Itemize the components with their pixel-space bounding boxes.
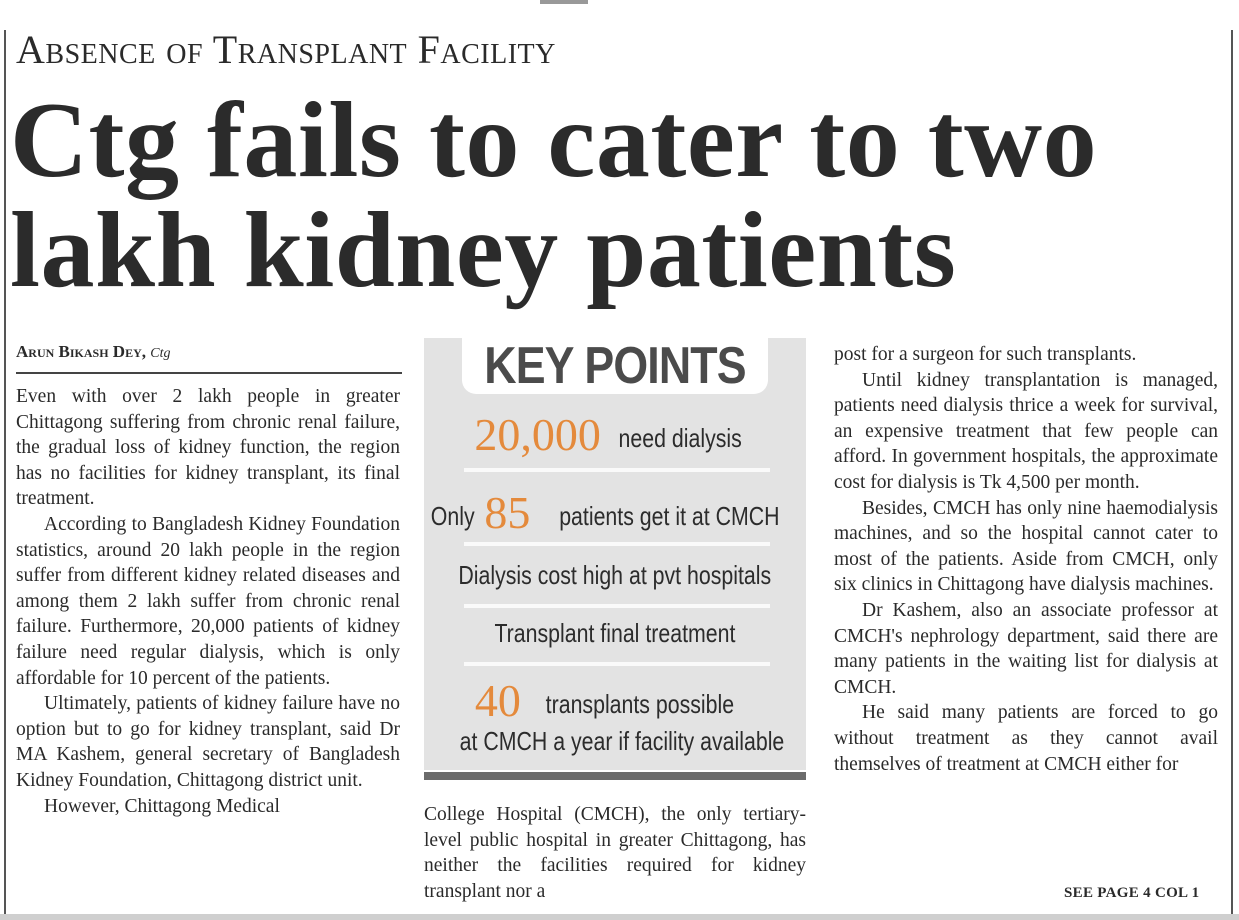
key-point-number: 40 (474, 675, 521, 726)
article-column-2 (424, 802, 806, 904)
paragraph: Until kidney transplantation is managed, patients need dialysis thrice a week for survival, an expensive treatment that few people can afford. In government hospitals, the approximate cost for dialysis is Tk 4,500 per month. (834, 369, 1218, 493)
key-point-1 (424, 408, 806, 461)
key-point-text: transplants possible (545, 689, 735, 719)
key-point-text: Dialysis cost high at pvt hospitals (458, 560, 772, 590)
page-top-mark (540, 0, 588, 4)
article-column-1 (16, 384, 400, 819)
paragraph: Dr Kashem, also an associate professor at CMCH's nephrology department, said there are many patients in the waiting list for dialysis at CMCH. (834, 599, 1218, 698)
left-column-rule (4, 30, 6, 920)
key-point-number: 85 (484, 487, 531, 538)
paragraph: post for a surgeon for such transplants. (834, 344, 1137, 365)
key-point-divider (464, 468, 770, 472)
paragraph: Ultimately, patients of kidney failure have no option but to go for kidney transplant, said Dr MA Kashem, general secretary of Bangladesh Kidney Foundation, Chittagong district unit. (16, 693, 400, 791)
paragraph: College Hospital (CMCH), the only tertiary-level public hospital in greater Chittagong, has neither the facilities required for kidney transplant nor a (424, 804, 806, 902)
paragraph: Besides, CMCH has only nine haemodialysis machines, and so the hospital cannot cater to most of the patients. Aside from CMCH, only six clinics in Chittagong have dialysis machines. (834, 497, 1218, 596)
article-column-3 (834, 342, 1218, 777)
byline-author: Arun Bikash Dey, (16, 342, 146, 361)
key-points-bottom-bar (424, 772, 806, 780)
key-point-text: Transplant final treatment (494, 618, 736, 648)
key-point-divider (464, 542, 770, 546)
key-point-2 (424, 486, 806, 539)
paragraph: According to Bangladesh Kidney Foundation statistics, around 20 lakh people in the region suffer from different kidney related diseases and among them 2 lakh suffer from chronic renal failure. Furthermore, 20,000 patients of kidney failure need regular dialysis, which is only affordable for 10 percent of the patients. (16, 513, 400, 689)
key-points-box (424, 338, 806, 770)
key-point-3 (424, 560, 806, 591)
right-column-rule (1231, 30, 1233, 920)
key-point-divider (464, 604, 770, 608)
key-point-4 (424, 618, 806, 649)
key-point-text: patients get it at CMCH (558, 501, 780, 531)
kicker: Absence of Transplant Facility (16, 27, 556, 72)
key-point-divider (464, 662, 770, 666)
continuation-jump[interactable]: SEE PAGE 4 COL 1 (1064, 885, 1200, 901)
page-bottom-edge (0, 914, 1239, 920)
paragraph: He said many patients are forced to go without treatment as they cannot avail themselves of treatment at CMCH either for (834, 702, 1218, 775)
byline-rule (16, 372, 402, 374)
headline: Ctg fails to cater to two lakh kidney patients (10, 81, 1098, 310)
key-point-number: 20,000 (474, 409, 601, 460)
key-point-text: at CMCH a year if facility available (459, 726, 785, 756)
paragraph: Even with over 2 lakh people in greater Chittagong suffering from chronic renal failure, the gradual loss of kidney function, the region has no facilities for kidney transplant, its final treatment. (16, 386, 400, 510)
key-points-title-tab (462, 338, 768, 394)
key-point-prefix: Only (431, 501, 476, 531)
key-points-title: KEY POINTS (484, 337, 746, 395)
byline (16, 342, 170, 362)
key-point-text: need dialysis (618, 423, 743, 453)
key-point-5-line-2 (424, 726, 806, 757)
key-point-5 (424, 674, 806, 727)
byline-location: Ctg (150, 346, 171, 361)
paragraph: However, Chittagong Medical (44, 795, 280, 817)
